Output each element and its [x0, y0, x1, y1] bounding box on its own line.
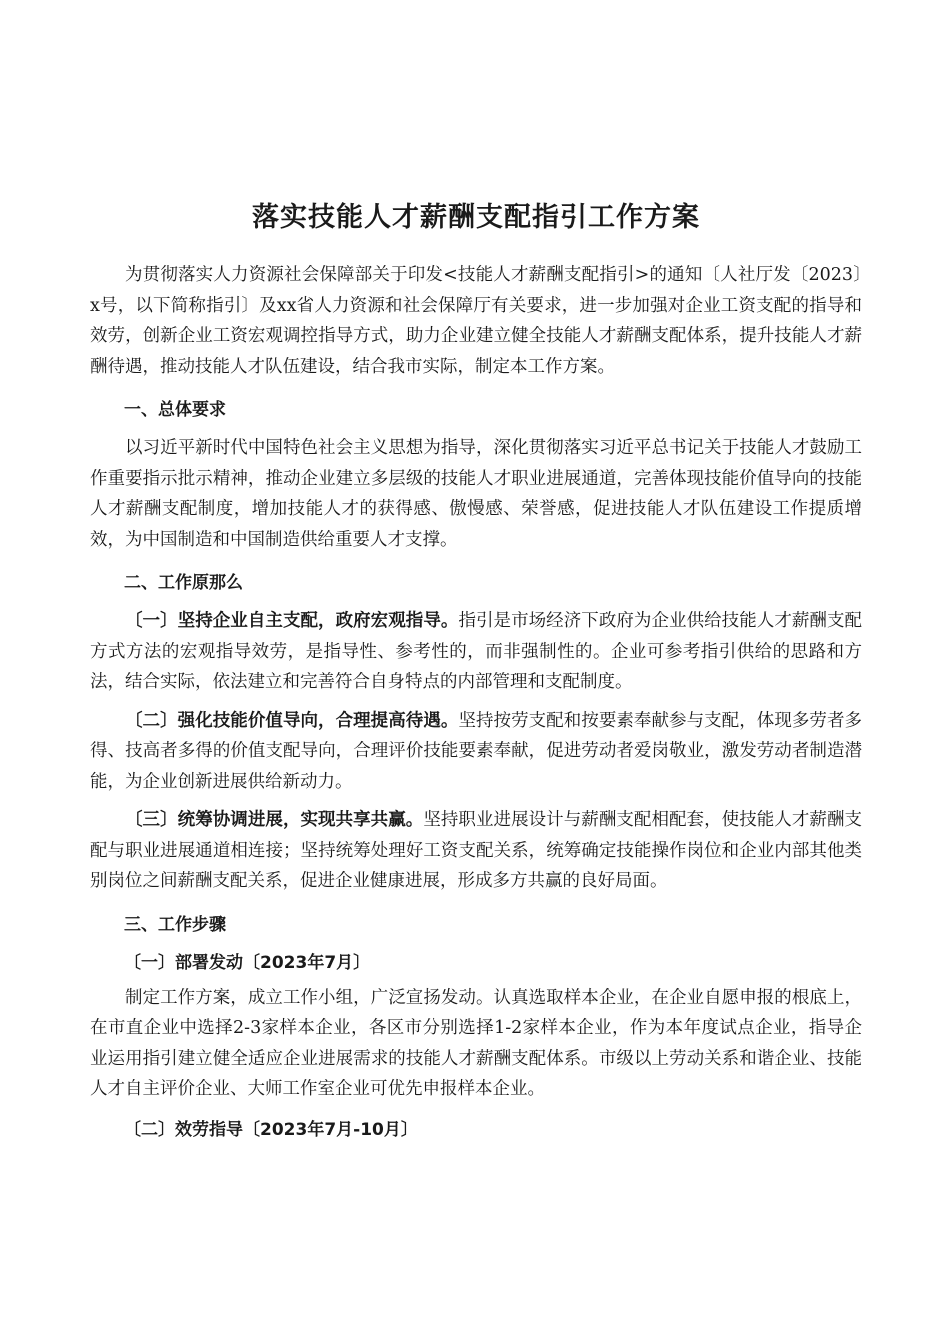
step-2-heading: 〔二〕效劳指导〔2023年7月-10月〕 [124, 1119, 418, 1140]
section-3-heading: 三、工作步骤 [124, 914, 226, 935]
principle-1 [90, 606, 862, 698]
principle-2-text: 坚持按劳支配和按要素奉献参与支配，体现多劳者多得、技高者多得的价值支配导向，合理评价技能要素奉献，促进劳动者爱岗敬业，激发劳动者制造潜能，为企业创新进展供给新动力。 [90, 710, 863, 792]
step-1-body: 制定工作方案，成立工作小组，广泛宣扬发动。认真选取样本企业，在企业自愿申报的根底上，在市直企业中选择2-3家样本企业，各区市分别选择1-2家样本企业，作为本年度试点企业，指导企业运用指引建立健全适应企业进展需求的技能人才薪酬支配体系。市级以上劳动关系和谐企业、技能人才自主评价企业、大师工作室企业可优先申报样本企业。 [90, 987, 862, 1099]
principle-1-lead: 〔一〕坚持企业自主支配，政府宏观指导。 [125, 611, 459, 631]
intro-paragraph: 为贯彻落实人力资源社会保障部关于印发<技能人才薪酬支配指引>的通知〔人社厅发〔2023〕x号，以下简称指引〕及xx省人力资源和社会保障厅有关要求，进一步加强对企业工资支配的指导和效劳，创新企业工资宏观调控指导方式，助力企业建立健全技能人才薪酬支配体系，提升技能人才薪酬待遇，推动技能人才队伍建设，结合我市实际，制定本工作方案。 [90, 265, 862, 377]
section-1-body: 以习近平新时代中国特色社会主义思想为指导，深化贯彻落实习近平总书记关于技能人才鼓励工作重要指示批示精神，推动企业建立多层级的技能人才职业进展通道，完善体现技能价值导向的技能人才薪酬支配制度，增加技能人才的获得感、傲慢感、荣誉感，促进技能人才队伍建设工作提质增效，为中国制造和中国制造供给重要人才支撑。 [90, 438, 862, 550]
section-2-heading: 二、工作原那么 [124, 573, 243, 593]
document-title: 落实技能人才薪酬支配指引工作方案 [252, 202, 700, 233]
principle-2 [90, 706, 862, 798]
principle-3 [90, 805, 862, 897]
document-page [90, 196, 862, 1150]
principle-3-text: 坚持职业进展设计与薪酬支配相配套，使技能人才薪酬支配与职业进展通道相连接；坚持统筹处理好工资支配关系，统筹确定技能操作岗位和企业内部其他类别岗位之间薪酬支配关系，促进企业健康进展，形成多方共赢的良好局面。 [90, 810, 862, 891]
principle-2-lead: 〔二〕强化技能价值导向，合理提高待遇。 [125, 710, 459, 731]
principle-1-text: 指引是市场经济下政府为企业供给技能人才薪酬支配方式方法的宏观指导效劳，是指导性、参考性的，而非强制性的。企业可参考指引供给的思路和方法，结合实际，依法建立和完善符合自身特点的内部管理和支配制度。 [90, 611, 863, 692]
principle-3-lead: 〔三〕统筹协调进展，实现共享共赢。 [125, 810, 424, 830]
section-1-heading: 一、总体要求 [124, 400, 226, 420]
step-1-heading: 〔一〕部署发动〔2023年7月〕 [124, 952, 371, 973]
